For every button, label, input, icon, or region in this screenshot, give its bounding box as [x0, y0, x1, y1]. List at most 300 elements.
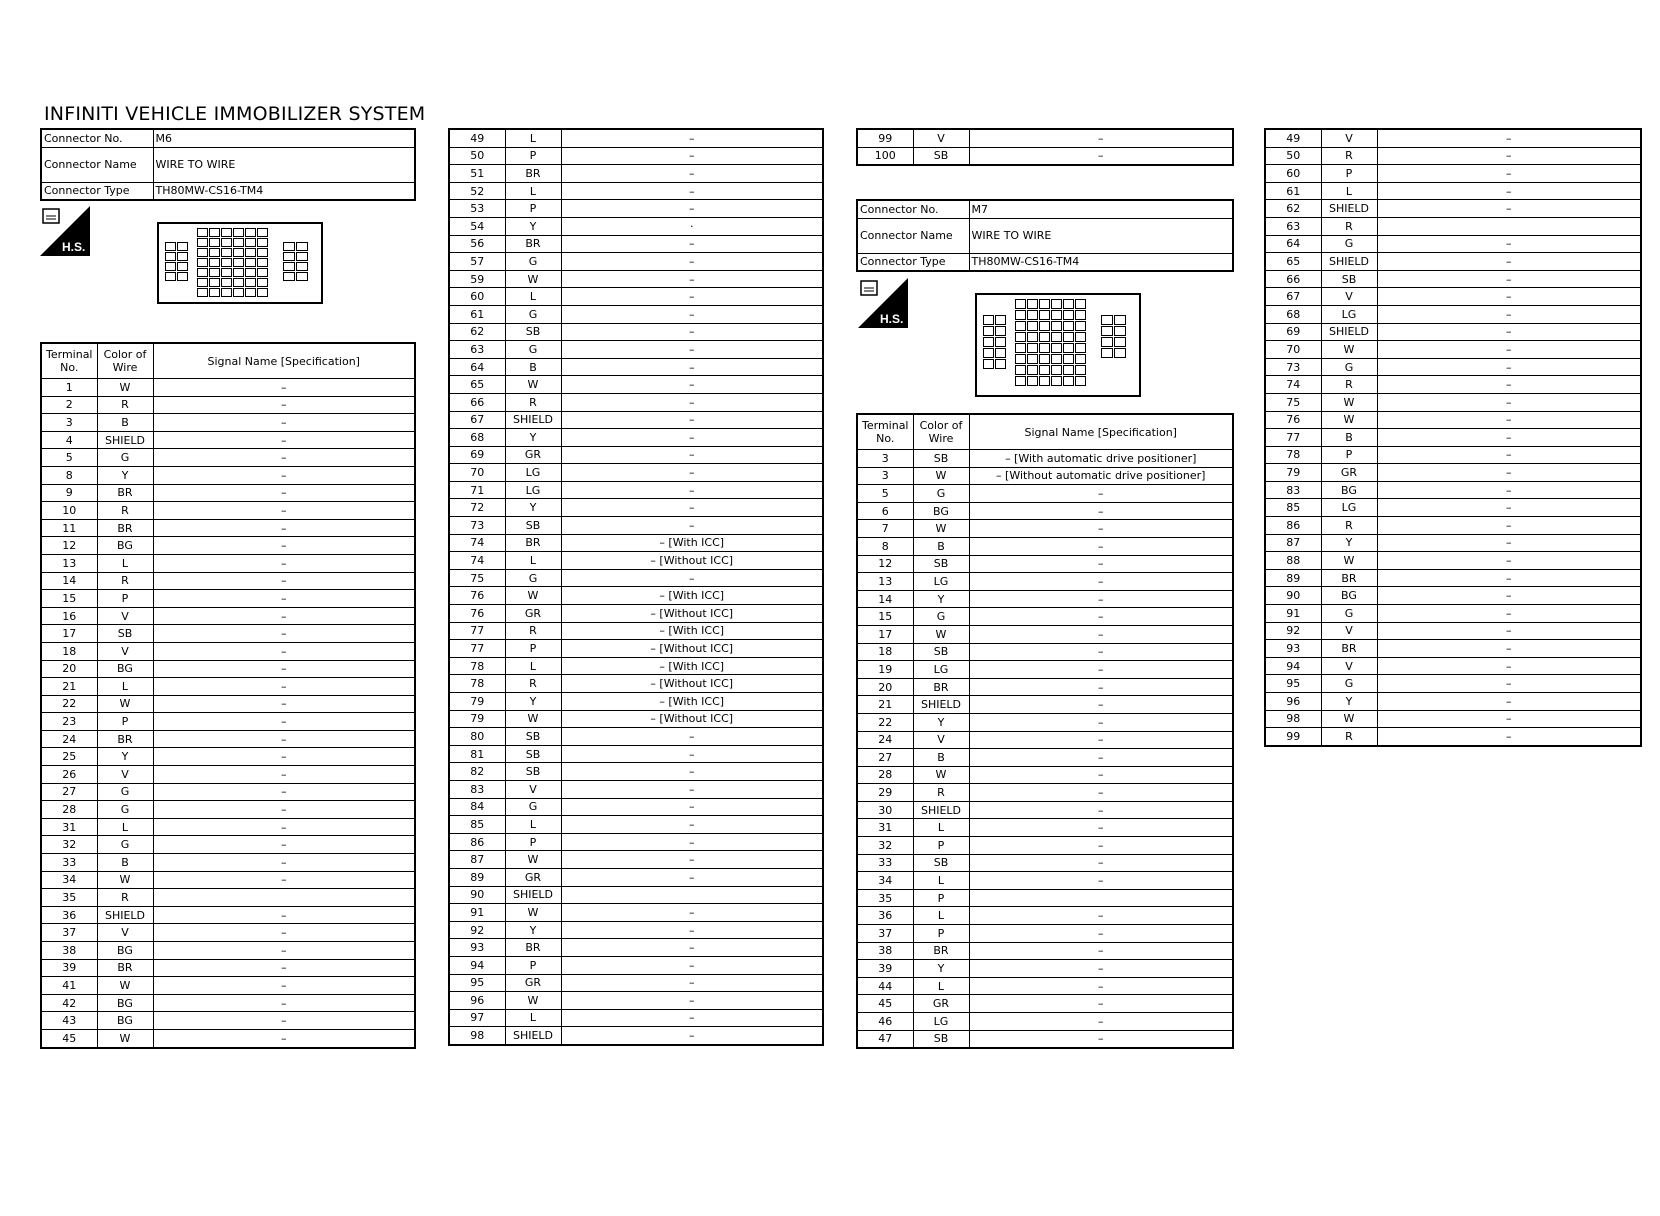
signal-name: – — [969, 147, 1233, 165]
label-connector-type: Connector Type — [857, 253, 969, 271]
connector-cavity — [1063, 354, 1074, 364]
table-row — [1265, 710, 1641, 728]
terminal-no: 78 — [449, 675, 505, 693]
table-row — [1265, 305, 1641, 323]
table-row — [857, 801, 1233, 819]
table-row — [857, 678, 1233, 696]
connector-cavity — [296, 242, 308, 251]
terminal-no: 20 — [857, 678, 913, 696]
terminal-no: 99 — [1265, 728, 1321, 746]
wire-color: BR — [505, 939, 561, 957]
m6-terminal-table-cont — [448, 128, 824, 1046]
connector-cavity — [177, 252, 188, 261]
table-row — [449, 270, 823, 288]
signal-name: – — [153, 502, 415, 520]
wire-color: W — [97, 695, 153, 713]
connector-cavity — [1063, 365, 1074, 375]
connector-cavity — [1027, 332, 1038, 342]
terminal-no: 52 — [449, 182, 505, 200]
table-row — [449, 499, 823, 517]
terminal-no: 26 — [41, 766, 97, 784]
wire-color: G — [505, 305, 561, 323]
wire-color: SB — [505, 763, 561, 781]
connector-cavity — [1027, 321, 1038, 331]
label-connector-no: Connector No. — [41, 129, 153, 147]
table-row — [449, 341, 823, 359]
signal-name: – — [1377, 587, 1641, 605]
signal-name: – — [153, 871, 415, 889]
signal-name: – [With ICC] — [561, 587, 823, 605]
signal-name: – — [1377, 235, 1641, 253]
terminal-no: 79 — [449, 693, 505, 711]
connector-cavity — [1075, 354, 1086, 364]
connector-cavity — [1027, 376, 1038, 386]
header-terminal: Terminal No. — [857, 414, 913, 450]
table-row — [1265, 341, 1641, 359]
wire-color: L — [913, 907, 969, 925]
m7-terminal-table-cont — [1264, 128, 1642, 747]
wire-color: Y — [505, 429, 561, 447]
table-row — [1265, 200, 1641, 218]
connector-cavity — [245, 258, 256, 267]
table-row — [41, 678, 415, 696]
terminal-no: 76 — [449, 587, 505, 605]
terminal-no: 87 — [449, 851, 505, 869]
connector-cavity — [283, 242, 295, 251]
signal-name: – — [969, 925, 1233, 943]
terminal-no: 5 — [41, 449, 97, 467]
wire-color: V — [97, 607, 153, 625]
connector-cavity — [1051, 332, 1062, 342]
wire-color: B — [505, 358, 561, 376]
wire-color: Y — [505, 499, 561, 517]
signal-name: – — [153, 1029, 415, 1047]
signal-name: – [With ICC] — [561, 622, 823, 640]
table-row — [449, 851, 823, 869]
m6-cavity-group-left — [165, 242, 188, 281]
table-row — [41, 836, 415, 854]
terminal-no: 64 — [449, 358, 505, 376]
table-row — [41, 748, 415, 766]
connector-cavity — [233, 228, 244, 237]
harness-side-icon — [40, 206, 90, 256]
table-row — [449, 868, 823, 886]
connector-cavity — [209, 288, 220, 297]
table-row — [449, 534, 823, 552]
signal-name: – — [1377, 552, 1641, 570]
connector-cavity — [1051, 310, 1062, 320]
terminal-no: 24 — [857, 731, 913, 749]
signal-name: – [Without ICC] — [561, 552, 823, 570]
connector-cavity — [257, 258, 268, 267]
wire-color: G — [97, 836, 153, 854]
wire-color: W — [1321, 552, 1377, 570]
terminal-no: 46 — [857, 1013, 913, 1031]
wire-color: Y — [1321, 693, 1377, 711]
connector-cavity — [1114, 315, 1126, 325]
terminal-no: 78 — [1265, 446, 1321, 464]
table-row — [449, 305, 823, 323]
connector-cavity — [983, 359, 994, 369]
connector-cavity — [995, 337, 1006, 347]
wire-color: L — [97, 818, 153, 836]
signal-name: – — [561, 253, 823, 271]
table-row — [449, 622, 823, 640]
signal-name: – [Without ICC] — [561, 675, 823, 693]
table-row — [449, 640, 823, 658]
connector-cavity — [1027, 365, 1038, 375]
signal-name: – — [561, 939, 823, 957]
wire-color: LG — [505, 464, 561, 482]
terminal-no: 92 — [449, 921, 505, 939]
wire-color: GR — [1321, 464, 1377, 482]
table-row — [41, 625, 415, 643]
connector-cavity — [296, 252, 308, 261]
wire-color: V — [913, 731, 969, 749]
table-row — [449, 675, 823, 693]
table-row — [449, 253, 823, 271]
signal-name: – — [561, 323, 823, 341]
table-row — [449, 939, 823, 957]
connector-cavity — [245, 238, 256, 247]
m6-connector-info — [40, 128, 416, 201]
wire-color: L — [913, 872, 969, 890]
terminal-no: 3 — [41, 414, 97, 432]
terminal-no: 42 — [41, 994, 97, 1012]
signal-name: – — [969, 555, 1233, 573]
terminal-no: 14 — [41, 572, 97, 590]
signal-name: – — [1377, 622, 1641, 640]
connector-cavity — [1101, 337, 1113, 347]
connector-cavity — [233, 268, 244, 277]
signal-name: – — [153, 942, 415, 960]
wire-color: SHIELD — [1321, 200, 1377, 218]
wire-color: Y — [97, 748, 153, 766]
terminal-no: 43 — [41, 1012, 97, 1030]
connector-cavity — [209, 238, 220, 247]
signal-name: – — [561, 517, 823, 535]
wire-color: R — [505, 622, 561, 640]
table-row — [857, 889, 1233, 907]
signal-name: – — [153, 959, 415, 977]
wire-color: SHIELD — [97, 906, 153, 924]
hs-label: H.S. — [880, 312, 904, 326]
wire-color: SHIELD — [1321, 323, 1377, 341]
wire-color: W — [1321, 341, 1377, 359]
wire-color: Y — [913, 590, 969, 608]
wire-color: SHIELD — [505, 1027, 561, 1045]
terminal-no: 18 — [857, 643, 913, 661]
table-row — [857, 147, 1233, 165]
signal-name: – — [561, 868, 823, 886]
table-row — [857, 502, 1233, 520]
m6-connector-type: TH80MW-CS16-TM4 — [153, 182, 415, 200]
terminal-no: 93 — [449, 939, 505, 957]
wire-color: Y — [505, 921, 561, 939]
connector-cavity — [257, 228, 268, 237]
wire-color: G — [505, 253, 561, 271]
wire-color: W — [97, 977, 153, 995]
wire-color: BR — [97, 484, 153, 502]
signal-name: – — [561, 499, 823, 517]
terminal-no: 32 — [41, 836, 97, 854]
signal-name: – — [561, 358, 823, 376]
terminal-no: 74 — [449, 534, 505, 552]
wire-color: P — [1321, 165, 1377, 183]
signal-name: – — [1377, 288, 1641, 306]
table-row — [449, 921, 823, 939]
signal-name: – — [153, 625, 415, 643]
connector-cavity — [257, 248, 268, 257]
signal-name: – — [153, 924, 415, 942]
connector-cavity — [1051, 354, 1062, 364]
table-row — [857, 520, 1233, 538]
signal-name: – — [969, 872, 1233, 890]
table-row — [857, 925, 1233, 943]
table-row — [857, 661, 1233, 679]
wire-color: L — [97, 554, 153, 572]
signal-name: – — [969, 942, 1233, 960]
terminal-no: 17 — [857, 625, 913, 643]
wire-color: SB — [97, 625, 153, 643]
terminal-no: 65 — [449, 376, 505, 394]
table-row — [449, 728, 823, 746]
terminal-no: 33 — [857, 854, 913, 872]
header-signal: Signal Name [Specification] — [969, 414, 1233, 450]
table-row — [41, 906, 415, 924]
terminal-no: 67 — [449, 411, 505, 429]
wire-color: W — [505, 992, 561, 1010]
wire-color: R — [1321, 217, 1377, 235]
connector-cavity — [245, 268, 256, 277]
signal-name: – — [561, 376, 823, 394]
table-row — [41, 924, 415, 942]
signal-name: – — [561, 904, 823, 922]
signal-name: – — [969, 784, 1233, 802]
terminal-no: 39 — [41, 959, 97, 977]
table-row — [449, 693, 823, 711]
connector-cavity — [1015, 321, 1026, 331]
wire-color: W — [505, 710, 561, 728]
terminal-no: 54 — [449, 217, 505, 235]
terminal-no: 50 — [1265, 147, 1321, 165]
table-row — [1265, 429, 1641, 447]
terminal-no: 34 — [857, 872, 913, 890]
terminal-no: 41 — [41, 977, 97, 995]
signal-name: – — [561, 165, 823, 183]
terminal-no: 95 — [1265, 675, 1321, 693]
terminal-no: 67 — [1265, 288, 1321, 306]
connector-cavity — [257, 268, 268, 277]
terminal-no: 16 — [41, 607, 97, 625]
signal-name: – — [153, 537, 415, 555]
wire-color: SB — [913, 555, 969, 573]
wire-color: V — [1321, 657, 1377, 675]
table-row — [449, 587, 823, 605]
signal-name: – — [1377, 270, 1641, 288]
signal-name: – — [1377, 446, 1641, 464]
terminal-no: 6 — [857, 502, 913, 520]
connector-cavity — [1051, 343, 1062, 353]
m7-terminal-table — [856, 413, 1234, 1049]
signal-name: – — [1377, 200, 1641, 218]
table-row — [857, 819, 1233, 837]
table-row — [857, 731, 1233, 749]
wire-color: SB — [505, 517, 561, 535]
connector-cavity — [233, 258, 244, 267]
terminal-no: 13 — [857, 573, 913, 591]
connector-cavity — [1039, 321, 1050, 331]
signal-name: – — [561, 569, 823, 587]
signal-name: – — [1377, 358, 1641, 376]
terminal-no: 82 — [449, 763, 505, 781]
signal-name: – — [153, 554, 415, 572]
connector-cavity — [1039, 376, 1050, 386]
terminal-no: 7 — [857, 520, 913, 538]
terminal-no: 85 — [449, 816, 505, 834]
table-row — [449, 182, 823, 200]
wire-color: W — [913, 766, 969, 784]
wire-color: P — [505, 833, 561, 851]
wire-color: W — [913, 520, 969, 538]
table-row — [449, 517, 823, 535]
connector-cavity — [1114, 337, 1126, 347]
connector-cavity — [165, 242, 176, 251]
signal-name: – — [969, 537, 1233, 555]
terminal-no: 9 — [41, 484, 97, 502]
table-row — [857, 1030, 1233, 1048]
hs-label: H.S. — [62, 240, 86, 254]
connector-cavity — [1051, 321, 1062, 331]
signal-name: – — [1377, 481, 1641, 499]
terminal-no: 34 — [41, 871, 97, 889]
connector-cavity — [177, 262, 188, 271]
connector-cavity — [1075, 365, 1086, 375]
terminal-no: 74 — [449, 552, 505, 570]
wire-color: G — [505, 798, 561, 816]
table-row — [449, 569, 823, 587]
table-row — [41, 854, 415, 872]
connector-cavity — [209, 278, 220, 287]
table-row — [41, 818, 415, 836]
signal-name: – — [1377, 605, 1641, 623]
wire-color: G — [1321, 605, 1377, 623]
signal-name: – [With automatic drive positioner] — [969, 450, 1233, 468]
wire-color: L — [1321, 182, 1377, 200]
connector-cavity — [221, 288, 232, 297]
terminal-no: 65 — [1265, 253, 1321, 271]
wire-color: B — [913, 537, 969, 555]
connector-cavity — [283, 272, 295, 281]
m7-connector-info — [856, 199, 1234, 272]
wire-color: BR — [913, 942, 969, 960]
wire-color: L — [505, 657, 561, 675]
connector-cavity — [1114, 348, 1126, 358]
terminal-no: 68 — [449, 429, 505, 447]
wire-color: V — [1321, 129, 1377, 147]
table-row — [1265, 693, 1641, 711]
terminal-no: 86 — [1265, 517, 1321, 535]
table-row — [41, 783, 415, 801]
signal-name: – — [561, 341, 823, 359]
terminal-no: 14 — [857, 590, 913, 608]
wire-color: W — [97, 871, 153, 889]
label-connector-no: Connector No. — [857, 200, 969, 218]
terminal-no: 73 — [449, 517, 505, 535]
signal-name: – — [1377, 569, 1641, 587]
wire-color: LG — [1321, 305, 1377, 323]
connector-cavity — [1027, 310, 1038, 320]
table-row — [449, 393, 823, 411]
signal-name: – — [969, 960, 1233, 978]
terminal-no: 88 — [1265, 552, 1321, 570]
signal-name: – — [969, 573, 1233, 591]
wire-color: G — [97, 449, 153, 467]
connector-cavity — [245, 278, 256, 287]
signal-name: – — [561, 921, 823, 939]
connector-cavity — [1063, 343, 1074, 353]
table-row — [449, 974, 823, 992]
wire-color: SB — [913, 1030, 969, 1048]
wire-color: SB — [913, 450, 969, 468]
wire-color: SB — [505, 323, 561, 341]
table-row — [41, 607, 415, 625]
terminal-no: 57 — [449, 253, 505, 271]
connector-cavity — [1027, 299, 1038, 309]
table-row — [449, 605, 823, 623]
terminal-no: 28 — [857, 766, 913, 784]
signal-name: – — [1377, 499, 1641, 517]
wire-color: SHIELD — [913, 696, 969, 714]
table-row — [1265, 622, 1641, 640]
table-row — [1265, 481, 1641, 499]
signal-name: – [Without ICC] — [561, 640, 823, 658]
wire-color: V — [97, 766, 153, 784]
wire-color: SHIELD — [505, 886, 561, 904]
terminal-no: 30 — [857, 801, 913, 819]
connector-cavity — [1075, 343, 1086, 353]
table-row — [1265, 517, 1641, 535]
signal-name: – — [969, 696, 1233, 714]
table-row — [41, 484, 415, 502]
table-row — [857, 608, 1233, 626]
wire-color: R — [913, 784, 969, 802]
terminal-no: 21 — [857, 696, 913, 714]
table-row — [857, 872, 1233, 890]
signal-name: – — [561, 288, 823, 306]
signal-name: – — [561, 129, 823, 147]
table-row — [1265, 675, 1641, 693]
signal-name: – [With ICC] — [561, 657, 823, 675]
signal-name: – — [153, 572, 415, 590]
terminal-no: 21 — [41, 678, 97, 696]
terminal-no: 69 — [449, 446, 505, 464]
table-row — [41, 713, 415, 731]
signal-name: – — [153, 906, 415, 924]
table-row — [41, 414, 415, 432]
connector-cavity — [1075, 376, 1086, 386]
table-row — [41, 871, 415, 889]
connector-cavity — [1063, 376, 1074, 386]
table-row — [857, 749, 1233, 767]
wire-color: P — [505, 147, 561, 165]
connector-cavity — [221, 268, 232, 277]
table-row — [857, 643, 1233, 661]
table-row — [449, 1009, 823, 1027]
wire-color: P — [505, 200, 561, 218]
wire-color: G — [913, 608, 969, 626]
m6-connector-no: M6 — [153, 129, 415, 147]
